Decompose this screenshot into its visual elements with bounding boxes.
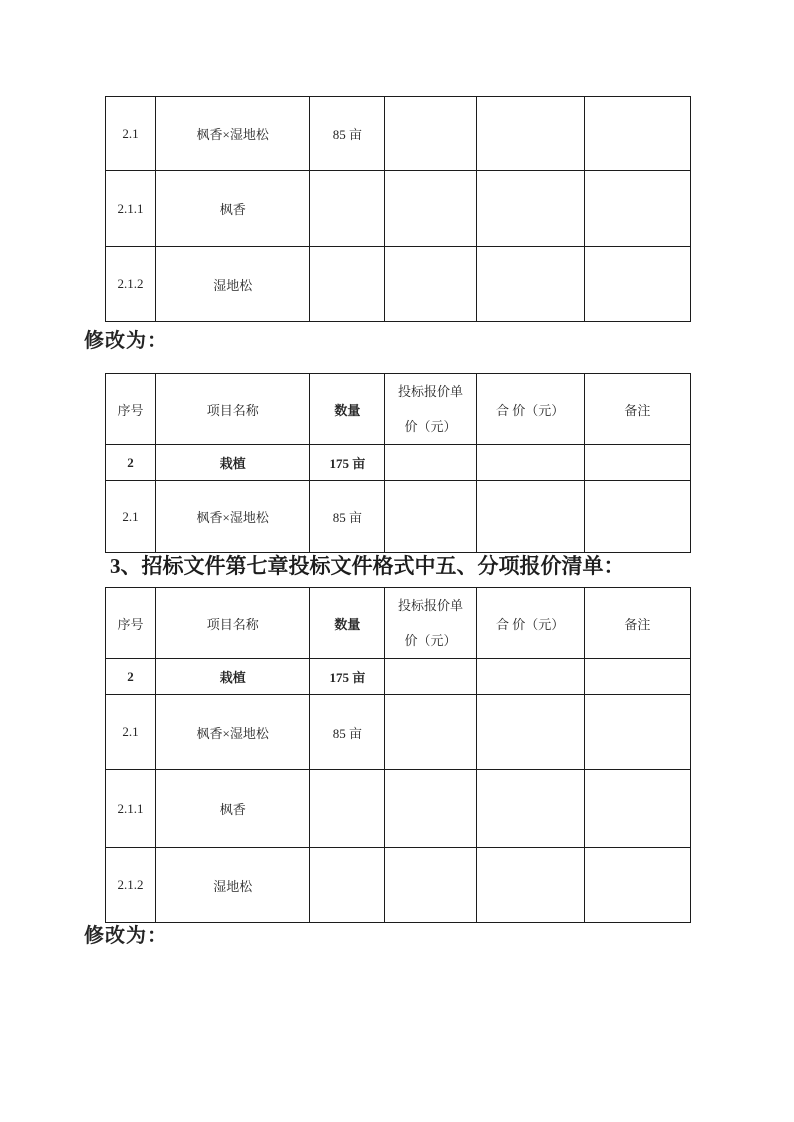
table-row (106, 445, 691, 481)
cell-unit-price (385, 659, 476, 695)
table-row (106, 247, 691, 322)
cell-total-price (476, 97, 584, 171)
cell-seq: 2.1.1 (106, 770, 156, 848)
cell-note (584, 770, 690, 848)
cell-seq: 2.1.2 (106, 848, 156, 923)
cell-seq: 2.1 (106, 97, 156, 171)
header-note: 备注 (584, 588, 690, 659)
cell-seq: 2.1.1 (106, 171, 156, 247)
header-seq: 序号 (106, 374, 156, 445)
cell-note (584, 247, 690, 322)
cell-note (584, 481, 690, 553)
cell-unit-price (385, 695, 476, 770)
cell-unit-price (385, 848, 476, 923)
modify-to-label: 修改为： (84, 925, 168, 947)
cell-seq: 2.1.2 (106, 247, 156, 322)
header-seq: 序号 (106, 588, 156, 659)
cell-total-price (476, 247, 584, 322)
table-row (106, 659, 691, 695)
header-item-name: 项目名称 (156, 374, 310, 445)
cell-note (584, 848, 690, 923)
section3-table (105, 587, 691, 923)
cell-total-price (476, 171, 584, 247)
header-item-name: 项目名称 (156, 588, 310, 659)
cell-note (584, 97, 690, 171)
cell-unit-price (385, 171, 476, 247)
cell-item-name: 枫香×湿地松 (156, 695, 310, 770)
cell-seq: 2 (106, 659, 156, 695)
table-header-row (106, 588, 691, 659)
header-unit-price (385, 374, 476, 445)
cell-quantity: 85 亩 (310, 695, 385, 770)
cell-quantity (310, 770, 385, 848)
cell-quantity (310, 247, 385, 322)
header-unit-price (385, 588, 476, 659)
cell-quantity: 175 亩 (310, 659, 385, 695)
cell-quantity (310, 171, 385, 247)
table-row (106, 481, 691, 553)
cell-total-price (476, 659, 584, 695)
cell-note (584, 659, 690, 695)
header-unit-price-text: 投标报价单价（元） (398, 384, 464, 434)
modify-to-label: 修改为： (84, 330, 168, 352)
revised-table (105, 373, 691, 553)
cell-unit-price (385, 247, 476, 322)
continuation-table (105, 96, 691, 322)
table-header-row (106, 374, 691, 445)
table-row (106, 770, 691, 848)
cell-item-name: 枫香 (156, 171, 310, 247)
cell-unit-price (385, 770, 476, 848)
cell-total-price (476, 445, 584, 481)
cell-seq: 2.1 (106, 481, 156, 553)
table-row (106, 848, 691, 923)
cell-unit-price (385, 481, 476, 553)
cell-item-name: 湿地松 (156, 848, 310, 923)
table-row (106, 695, 691, 770)
cell-item-name: 栽植 (156, 659, 310, 695)
cell-quantity (310, 848, 385, 923)
cell-quantity: 85 亩 (310, 481, 385, 553)
cell-item-name: 湿地松 (156, 247, 310, 322)
header-total-price: 合 价（元） (476, 374, 584, 445)
cell-seq: 2 (106, 445, 156, 481)
table-row (106, 171, 691, 247)
cell-total-price (476, 481, 584, 553)
cell-total-price (476, 848, 584, 923)
cell-unit-price (385, 97, 476, 171)
cell-item-name: 栽植 (156, 445, 310, 481)
header-unit-price-text: 投标报价单价（元） (398, 598, 464, 648)
cell-quantity: 85 亩 (310, 97, 385, 171)
cell-item-name: 枫香×湿地松 (156, 481, 310, 553)
cell-item-name: 枫香 (156, 770, 310, 848)
cell-note (584, 171, 690, 247)
cell-seq: 2.1 (106, 695, 156, 770)
table-row (106, 97, 691, 171)
cell-note (584, 445, 690, 481)
header-total-price: 合 价（元） (476, 588, 584, 659)
cell-unit-price (385, 445, 476, 481)
header-quantity: 数量 (310, 374, 385, 445)
cell-item-name: 枫香×湿地松 (156, 97, 310, 171)
cell-quantity: 175 亩 (310, 445, 385, 481)
header-note: 备注 (584, 374, 690, 445)
cell-total-price (476, 695, 584, 770)
header-quantity: 数量 (310, 588, 385, 659)
section3-heading: 3、招标文件第七章投标文件格式中五、分项报价清单： (110, 554, 625, 578)
cell-note (584, 695, 690, 770)
cell-total-price (476, 770, 584, 848)
